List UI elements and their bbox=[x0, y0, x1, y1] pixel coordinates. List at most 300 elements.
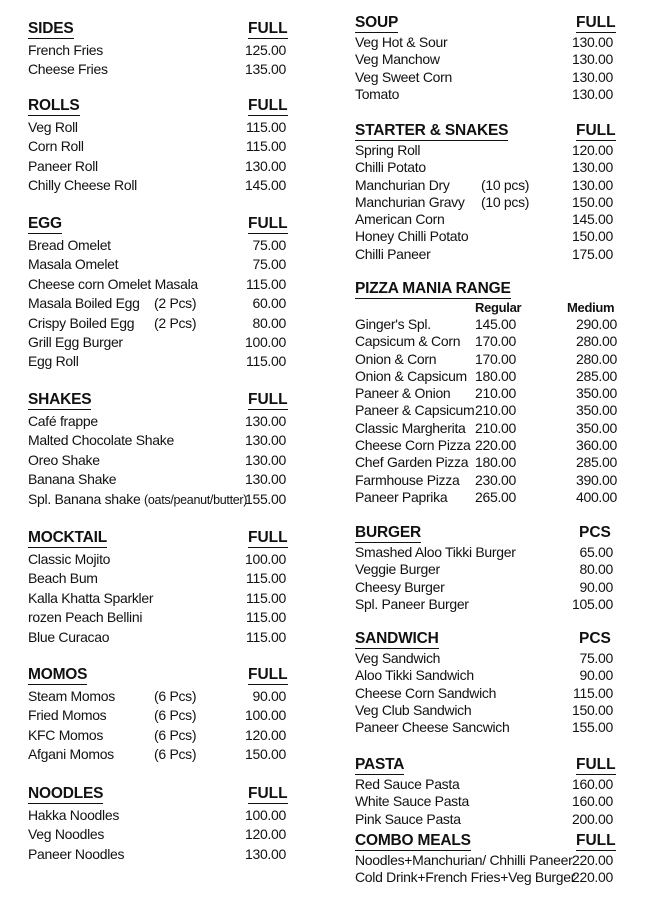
item-price-regular: 210.00 bbox=[474, 402, 516, 419]
section-sides bbox=[28, 20, 290, 81]
menu-item bbox=[355, 420, 623, 437]
column-header: FULL bbox=[248, 391, 288, 408]
item-quantity: (6 Pcs) bbox=[154, 707, 197, 724]
item-name-text: Paneer & Capsicum bbox=[355, 402, 475, 419]
menu-item bbox=[28, 551, 290, 570]
item-name bbox=[28, 295, 140, 311]
column-header: PCS bbox=[579, 524, 611, 541]
item-price-regular: 170.00 bbox=[474, 350, 516, 367]
section-title: NOODLES bbox=[28, 785, 104, 802]
item-name-text: Veggie Burger bbox=[355, 561, 440, 578]
item-name-text: Malted Chocolate Shake bbox=[28, 432, 174, 449]
item-name bbox=[355, 596, 469, 612]
item-name-text: Egg Roll bbox=[28, 353, 79, 370]
item-price: 130.00 bbox=[571, 159, 613, 176]
item-price: 115.00 bbox=[246, 628, 286, 645]
item-name bbox=[355, 437, 471, 453]
section-title: MOCKTAIL bbox=[28, 529, 108, 546]
item-name-text: Tomato bbox=[355, 85, 400, 102]
column-header: FULL bbox=[576, 832, 616, 849]
section-header bbox=[28, 785, 290, 807]
item-price-medium: 400.00 bbox=[575, 488, 617, 505]
item-name-text: Banana Shake bbox=[28, 471, 117, 488]
menu-item bbox=[28, 491, 290, 510]
item-name bbox=[355, 472, 459, 488]
menu-item bbox=[28, 158, 290, 177]
menu-item bbox=[28, 413, 290, 432]
menu-item bbox=[355, 650, 623, 667]
item-price-medium: 350.00 bbox=[575, 419, 617, 436]
item-name bbox=[355, 86, 399, 102]
menu-item bbox=[355, 211, 623, 228]
menu-item bbox=[355, 579, 623, 596]
item-name bbox=[355, 177, 450, 193]
item-name bbox=[355, 719, 510, 735]
item-name bbox=[355, 489, 447, 505]
item-name-text: Manchurian Gravy bbox=[355, 193, 465, 210]
menu-item bbox=[28, 237, 290, 256]
item-name bbox=[355, 650, 440, 666]
menu-item bbox=[355, 437, 623, 454]
item-price-medium: 350.00 bbox=[575, 402, 617, 419]
item-name bbox=[355, 420, 466, 436]
item-price: 80.00 bbox=[579, 561, 613, 578]
column-header: FULL bbox=[248, 666, 288, 683]
item-name bbox=[355, 51, 440, 67]
item-name bbox=[28, 413, 98, 429]
item-name bbox=[28, 707, 106, 723]
item-price-medium: 280.00 bbox=[575, 350, 617, 367]
section-header bbox=[355, 122, 623, 142]
item-price: 160.00 bbox=[571, 776, 613, 792]
item-name-text: Cheese Corn Pizza bbox=[355, 437, 471, 454]
item-name bbox=[28, 629, 109, 645]
item-name-text: Kalla Khatta Sparkler bbox=[28, 589, 154, 606]
item-name-text: Bread Omelet bbox=[28, 237, 111, 253]
item-price: 130.00 bbox=[244, 432, 286, 449]
item-price: 175.00 bbox=[571, 245, 613, 262]
column-header: FULL bbox=[576, 756, 616, 773]
item-name-text: Capsicum & Corn bbox=[355, 333, 461, 350]
item-name bbox=[28, 237, 111, 253]
item-name bbox=[28, 452, 100, 468]
item-price: 125.00 bbox=[244, 42, 286, 58]
item-name bbox=[28, 807, 119, 823]
menu-item bbox=[355, 776, 623, 793]
item-price: 100.00 bbox=[244, 707, 286, 724]
item-name-text: Pink Sauce Pasta bbox=[355, 810, 461, 827]
menu-item bbox=[28, 276, 290, 295]
item-price: 200.00 bbox=[571, 810, 613, 827]
item-name bbox=[28, 491, 247, 507]
item-price: 115.00 bbox=[246, 609, 286, 626]
item-price: 145.00 bbox=[244, 177, 286, 194]
section-title: COMBO MEALS bbox=[355, 832, 471, 849]
item-name bbox=[355, 385, 450, 401]
item-name-text: Grill Egg Burger bbox=[28, 333, 123, 350]
section-title: MOMOS bbox=[28, 666, 88, 683]
item-name bbox=[355, 454, 468, 470]
column-header: FULL bbox=[248, 215, 288, 232]
item-price: 90.00 bbox=[579, 578, 613, 595]
item-name-text: Veg Club Sandwich bbox=[355, 701, 472, 718]
column-header-regular: Regular bbox=[475, 300, 522, 315]
menu-item bbox=[28, 61, 290, 80]
item-name-text: Cheese Fries bbox=[28, 61, 108, 78]
item-name bbox=[28, 334, 123, 350]
item-name-text: Corn Roll bbox=[28, 138, 84, 155]
item-name-text: KFC Momos bbox=[28, 726, 104, 743]
menu-item bbox=[28, 609, 290, 628]
menu-item bbox=[28, 295, 290, 314]
menu-item bbox=[28, 138, 290, 157]
item-price-regular: 180.00 bbox=[474, 367, 516, 384]
item-price: 80.00 bbox=[252, 314, 286, 331]
item-name-text: Red Sauce Pasta bbox=[355, 776, 460, 792]
item-name-text: Paneer Noodles bbox=[28, 845, 125, 862]
item-price: 220.00 bbox=[571, 869, 613, 886]
item-name-text: Onion & Corn bbox=[355, 350, 437, 367]
item-name bbox=[355, 869, 575, 885]
item-name-text: Blue Curacao bbox=[28, 628, 110, 645]
column-header: FULL bbox=[248, 20, 288, 37]
item-name bbox=[355, 211, 444, 227]
menu-item bbox=[28, 629, 290, 648]
item-name-text: Cheese Corn Sandwich bbox=[355, 684, 497, 701]
menu-item bbox=[355, 316, 623, 333]
menu-item bbox=[355, 385, 623, 402]
item-quantity: (6 Pcs) bbox=[154, 726, 197, 743]
item-name-text: Hakka Noodles bbox=[28, 807, 120, 823]
item-name bbox=[355, 776, 459, 792]
menu-item bbox=[355, 34, 623, 51]
item-price-medium: 360.00 bbox=[575, 437, 617, 454]
section-title: PASTA bbox=[355, 756, 405, 773]
item-quantity: (2 Pcs) bbox=[154, 314, 197, 331]
item-name-text: Cold Drink+French Fries+Veg Burger bbox=[355, 869, 576, 886]
item-price: 130.00 bbox=[244, 451, 286, 468]
item-price: 130.00 bbox=[571, 68, 613, 85]
section-combo-meals bbox=[355, 832, 623, 887]
item-price: 100.00 bbox=[244, 807, 286, 823]
item-price: 150.00 bbox=[571, 701, 613, 718]
item-name-text: Chilli Potato bbox=[355, 159, 426, 176]
section-header bbox=[355, 756, 623, 776]
menu-item bbox=[355, 454, 623, 471]
item-name bbox=[28, 158, 98, 174]
menu-item bbox=[355, 472, 623, 489]
item-name-text: Paneer Paprika bbox=[355, 488, 448, 505]
item-price-regular: 220.00 bbox=[474, 437, 516, 454]
item-name-text: French Fries bbox=[28, 42, 103, 58]
item-price-regular: 210.00 bbox=[474, 419, 516, 436]
menu-item bbox=[355, 667, 623, 684]
column-header: FULL bbox=[248, 529, 288, 546]
menu-item bbox=[28, 826, 290, 845]
item-name-text: rozen Peach Bellini bbox=[28, 609, 143, 626]
item-name-text: Honey Chilli Potato bbox=[355, 228, 469, 245]
item-name-text: Ginger's Spl. bbox=[355, 316, 431, 332]
item-price: 130.00 bbox=[571, 34, 613, 50]
item-name-text: Paneer Cheese Sancwich bbox=[355, 719, 510, 736]
menu-item bbox=[355, 194, 623, 211]
item-name-text: Farmhouse Pizza bbox=[355, 471, 460, 488]
item-name-text: Veg Roll bbox=[28, 119, 78, 135]
item-price: 155.00 bbox=[571, 719, 613, 736]
section-soup bbox=[355, 14, 623, 103]
item-name-text: Cheese corn Omelet Masala bbox=[28, 275, 198, 292]
item-name bbox=[28, 432, 174, 448]
section-momos bbox=[28, 666, 290, 766]
item-name bbox=[28, 826, 104, 842]
item-price: 150.00 bbox=[571, 193, 613, 210]
item-price: 115.00 bbox=[246, 570, 286, 587]
menu-item bbox=[355, 142, 623, 159]
item-price-regular: 180.00 bbox=[474, 454, 516, 471]
item-name bbox=[355, 333, 460, 349]
item-name-text: Spl. Banana shake bbox=[28, 490, 141, 507]
item-price: 120.00 bbox=[571, 142, 613, 158]
item-name-text: Paneer & Onion bbox=[355, 385, 451, 402]
section-burger bbox=[355, 524, 623, 613]
item-price: 115.00 bbox=[246, 353, 286, 370]
menu-item bbox=[28, 846, 290, 865]
item-price-medium: 285.00 bbox=[575, 367, 617, 384]
menu-item bbox=[28, 746, 290, 765]
item-name bbox=[355, 579, 444, 595]
item-price: 115.00 bbox=[246, 119, 286, 135]
section-starter-snakes bbox=[355, 122, 623, 263]
item-price: 75.00 bbox=[252, 256, 286, 273]
item-name-text: Fried Momos bbox=[28, 707, 107, 724]
item-name-text: Aloo Tikki Sandwich bbox=[355, 667, 474, 684]
section-header bbox=[355, 524, 623, 544]
section-noodles bbox=[28, 785, 290, 865]
section-header bbox=[355, 832, 623, 852]
menu-item bbox=[355, 69, 623, 86]
item-name bbox=[28, 570, 98, 586]
section-title: ROLLS bbox=[28, 97, 80, 114]
item-note: (oats/peanut/butter) bbox=[144, 492, 248, 507]
item-price: 135.00 bbox=[244, 61, 286, 78]
item-name-text: Afgani Momos bbox=[28, 746, 114, 763]
section-pasta bbox=[355, 756, 623, 828]
item-quantity: (2 Pcs) bbox=[154, 295, 197, 312]
menu-item bbox=[28, 353, 290, 372]
section-header bbox=[28, 529, 290, 551]
item-name bbox=[355, 561, 440, 577]
column-header: FULL bbox=[248, 97, 288, 114]
menu-item bbox=[355, 544, 623, 561]
menu-item bbox=[355, 489, 623, 506]
item-price: 120.00 bbox=[244, 726, 286, 743]
item-name bbox=[355, 142, 420, 158]
item-name bbox=[28, 727, 103, 743]
item-price-medium: 285.00 bbox=[575, 454, 617, 471]
item-price-medium: 280.00 bbox=[575, 333, 617, 350]
menu-item bbox=[355, 402, 623, 419]
item-name bbox=[28, 315, 134, 331]
item-name-text: Classic Margherita bbox=[355, 419, 466, 436]
column-header: FULL bbox=[576, 14, 616, 31]
item-name-text: Cheesy Burger bbox=[355, 578, 445, 595]
item-name-text: White Sauce Pasta bbox=[355, 793, 469, 810]
column-header-medium: Medium bbox=[567, 300, 615, 315]
menu-item bbox=[355, 86, 623, 103]
item-name bbox=[28, 551, 110, 567]
item-price: 130.00 bbox=[571, 176, 613, 193]
section-title: PIZZA MANIA RANGE bbox=[355, 280, 511, 297]
item-name bbox=[355, 852, 572, 868]
section-title: EGG bbox=[28, 215, 62, 232]
menu-item bbox=[355, 811, 623, 828]
menu-item bbox=[28, 707, 290, 726]
item-price: 60.00 bbox=[252, 295, 286, 312]
item-price: 100.00 bbox=[244, 551, 286, 567]
menu-item bbox=[28, 334, 290, 353]
section-shakes bbox=[28, 391, 290, 510]
section-title: SIDES bbox=[28, 20, 74, 37]
item-name bbox=[28, 276, 198, 292]
item-name bbox=[355, 351, 436, 367]
item-price: 150.00 bbox=[571, 228, 613, 245]
item-price-regular: 230.00 bbox=[474, 471, 516, 488]
menu-item bbox=[355, 596, 623, 613]
item-price: 100.00 bbox=[244, 333, 286, 350]
item-name bbox=[355, 685, 496, 701]
menu-item bbox=[28, 471, 290, 490]
section-header bbox=[355, 14, 623, 34]
item-price: 115.00 bbox=[246, 589, 286, 606]
item-price: 130.00 bbox=[571, 85, 613, 102]
item-name-text: Chilly Cheese Roll bbox=[28, 177, 137, 194]
item-price-medium: 290.00 bbox=[575, 316, 617, 332]
section-header bbox=[28, 97, 290, 119]
column-header: FULL bbox=[248, 785, 288, 802]
item-name-text: Beach Bum bbox=[28, 570, 98, 587]
menu-item bbox=[28, 590, 290, 609]
item-price: 145.00 bbox=[571, 211, 613, 228]
menu-item bbox=[355, 869, 623, 886]
section-mocktail bbox=[28, 529, 290, 648]
item-quantity: (6 Pcs) bbox=[154, 688, 197, 704]
section-sandwich bbox=[355, 630, 623, 736]
item-name bbox=[28, 61, 108, 77]
item-name-text: Smashed Aloo Tikki Burger bbox=[355, 544, 516, 560]
menu-item bbox=[355, 159, 623, 176]
section-egg bbox=[28, 215, 290, 373]
item-price-medium: 350.00 bbox=[575, 385, 617, 402]
section-header bbox=[28, 20, 290, 42]
item-name bbox=[28, 42, 103, 58]
item-name-text: Veg Hot & Sour bbox=[355, 34, 448, 50]
item-price: 75.00 bbox=[579, 650, 613, 666]
item-name-text: Noodles+Manchurian/ Chhilli Paneer bbox=[355, 852, 573, 868]
item-name-text: Oreo Shake bbox=[28, 451, 100, 468]
section-pizza-mania-range bbox=[355, 280, 623, 506]
column-header: PCS bbox=[579, 630, 611, 647]
item-name bbox=[28, 846, 124, 862]
item-price: 90.00 bbox=[252, 688, 286, 704]
item-name bbox=[28, 609, 142, 625]
menu-item bbox=[28, 688, 290, 707]
item-name bbox=[355, 34, 447, 50]
item-name bbox=[355, 702, 471, 718]
item-price: 75.00 bbox=[252, 237, 286, 253]
section-title: SANDWICH bbox=[355, 630, 439, 647]
item-price: 115.00 bbox=[573, 684, 613, 701]
item-price: 120.00 bbox=[244, 826, 286, 843]
item-price: 130.00 bbox=[244, 471, 286, 488]
item-name-text: Veg Noodles bbox=[28, 826, 105, 843]
menu-item bbox=[355, 793, 623, 810]
item-price-regular: 265.00 bbox=[474, 488, 516, 505]
item-name-text: Onion & Capsicum bbox=[355, 367, 467, 384]
item-name bbox=[28, 353, 79, 369]
menu-item bbox=[355, 351, 623, 368]
item-name-text: Spl. Paneer Burger bbox=[355, 595, 469, 612]
menu-item bbox=[28, 432, 290, 451]
item-name-text: Masala Boiled Egg bbox=[28, 295, 140, 312]
item-price: 160.00 bbox=[571, 793, 613, 810]
item-name-text: Masala Omelet bbox=[28, 256, 119, 273]
item-name bbox=[355, 246, 430, 262]
item-name-text: Veg Sweet Corn bbox=[355, 68, 452, 85]
item-name bbox=[28, 177, 137, 193]
item-name-text: Paneer Roll bbox=[28, 157, 98, 174]
item-price-medium: 390.00 bbox=[575, 471, 617, 488]
menu-item bbox=[28, 570, 290, 589]
menu-item bbox=[28, 119, 290, 138]
item-price: 65.00 bbox=[579, 544, 613, 560]
menu-item bbox=[28, 452, 290, 471]
item-name bbox=[28, 688, 115, 704]
item-name bbox=[355, 69, 452, 85]
item-name-text: Veg Manchow bbox=[355, 51, 440, 68]
item-price-regular: 170.00 bbox=[474, 333, 516, 350]
menu-item bbox=[355, 685, 623, 702]
item-name bbox=[355, 316, 431, 332]
item-price: 150.00 bbox=[244, 746, 286, 763]
item-name-text: Veg Sandwich bbox=[355, 650, 441, 666]
section-title: STARTER & SNAKES bbox=[355, 122, 509, 139]
section-title: SHAKES bbox=[28, 391, 92, 408]
menu-item bbox=[355, 368, 623, 385]
item-price: 130.00 bbox=[244, 157, 286, 174]
item-name-text: Spring Roll bbox=[355, 142, 421, 158]
item-name bbox=[28, 471, 116, 487]
menu-item bbox=[28, 256, 290, 275]
menu-item bbox=[355, 51, 623, 68]
item-price: 115.00 bbox=[246, 275, 286, 292]
item-name-text: Crispy Boiled Egg bbox=[28, 314, 135, 331]
menu-item bbox=[355, 719, 623, 736]
item-name bbox=[355, 159, 426, 175]
section-header bbox=[28, 666, 290, 688]
item-name-text: Manchurian Dry bbox=[355, 176, 450, 193]
section-header bbox=[355, 630, 623, 650]
menu-item bbox=[355, 561, 623, 578]
item-name bbox=[355, 667, 474, 683]
item-price: 105.00 bbox=[571, 595, 613, 612]
menu-item bbox=[355, 333, 623, 350]
column-header: FULL bbox=[576, 122, 616, 139]
menu-item bbox=[28, 727, 290, 746]
item-name-text: Steam Momos bbox=[28, 688, 115, 704]
item-price: 115.00 bbox=[246, 138, 286, 155]
menu-item bbox=[28, 807, 290, 826]
menu-item bbox=[28, 177, 290, 196]
